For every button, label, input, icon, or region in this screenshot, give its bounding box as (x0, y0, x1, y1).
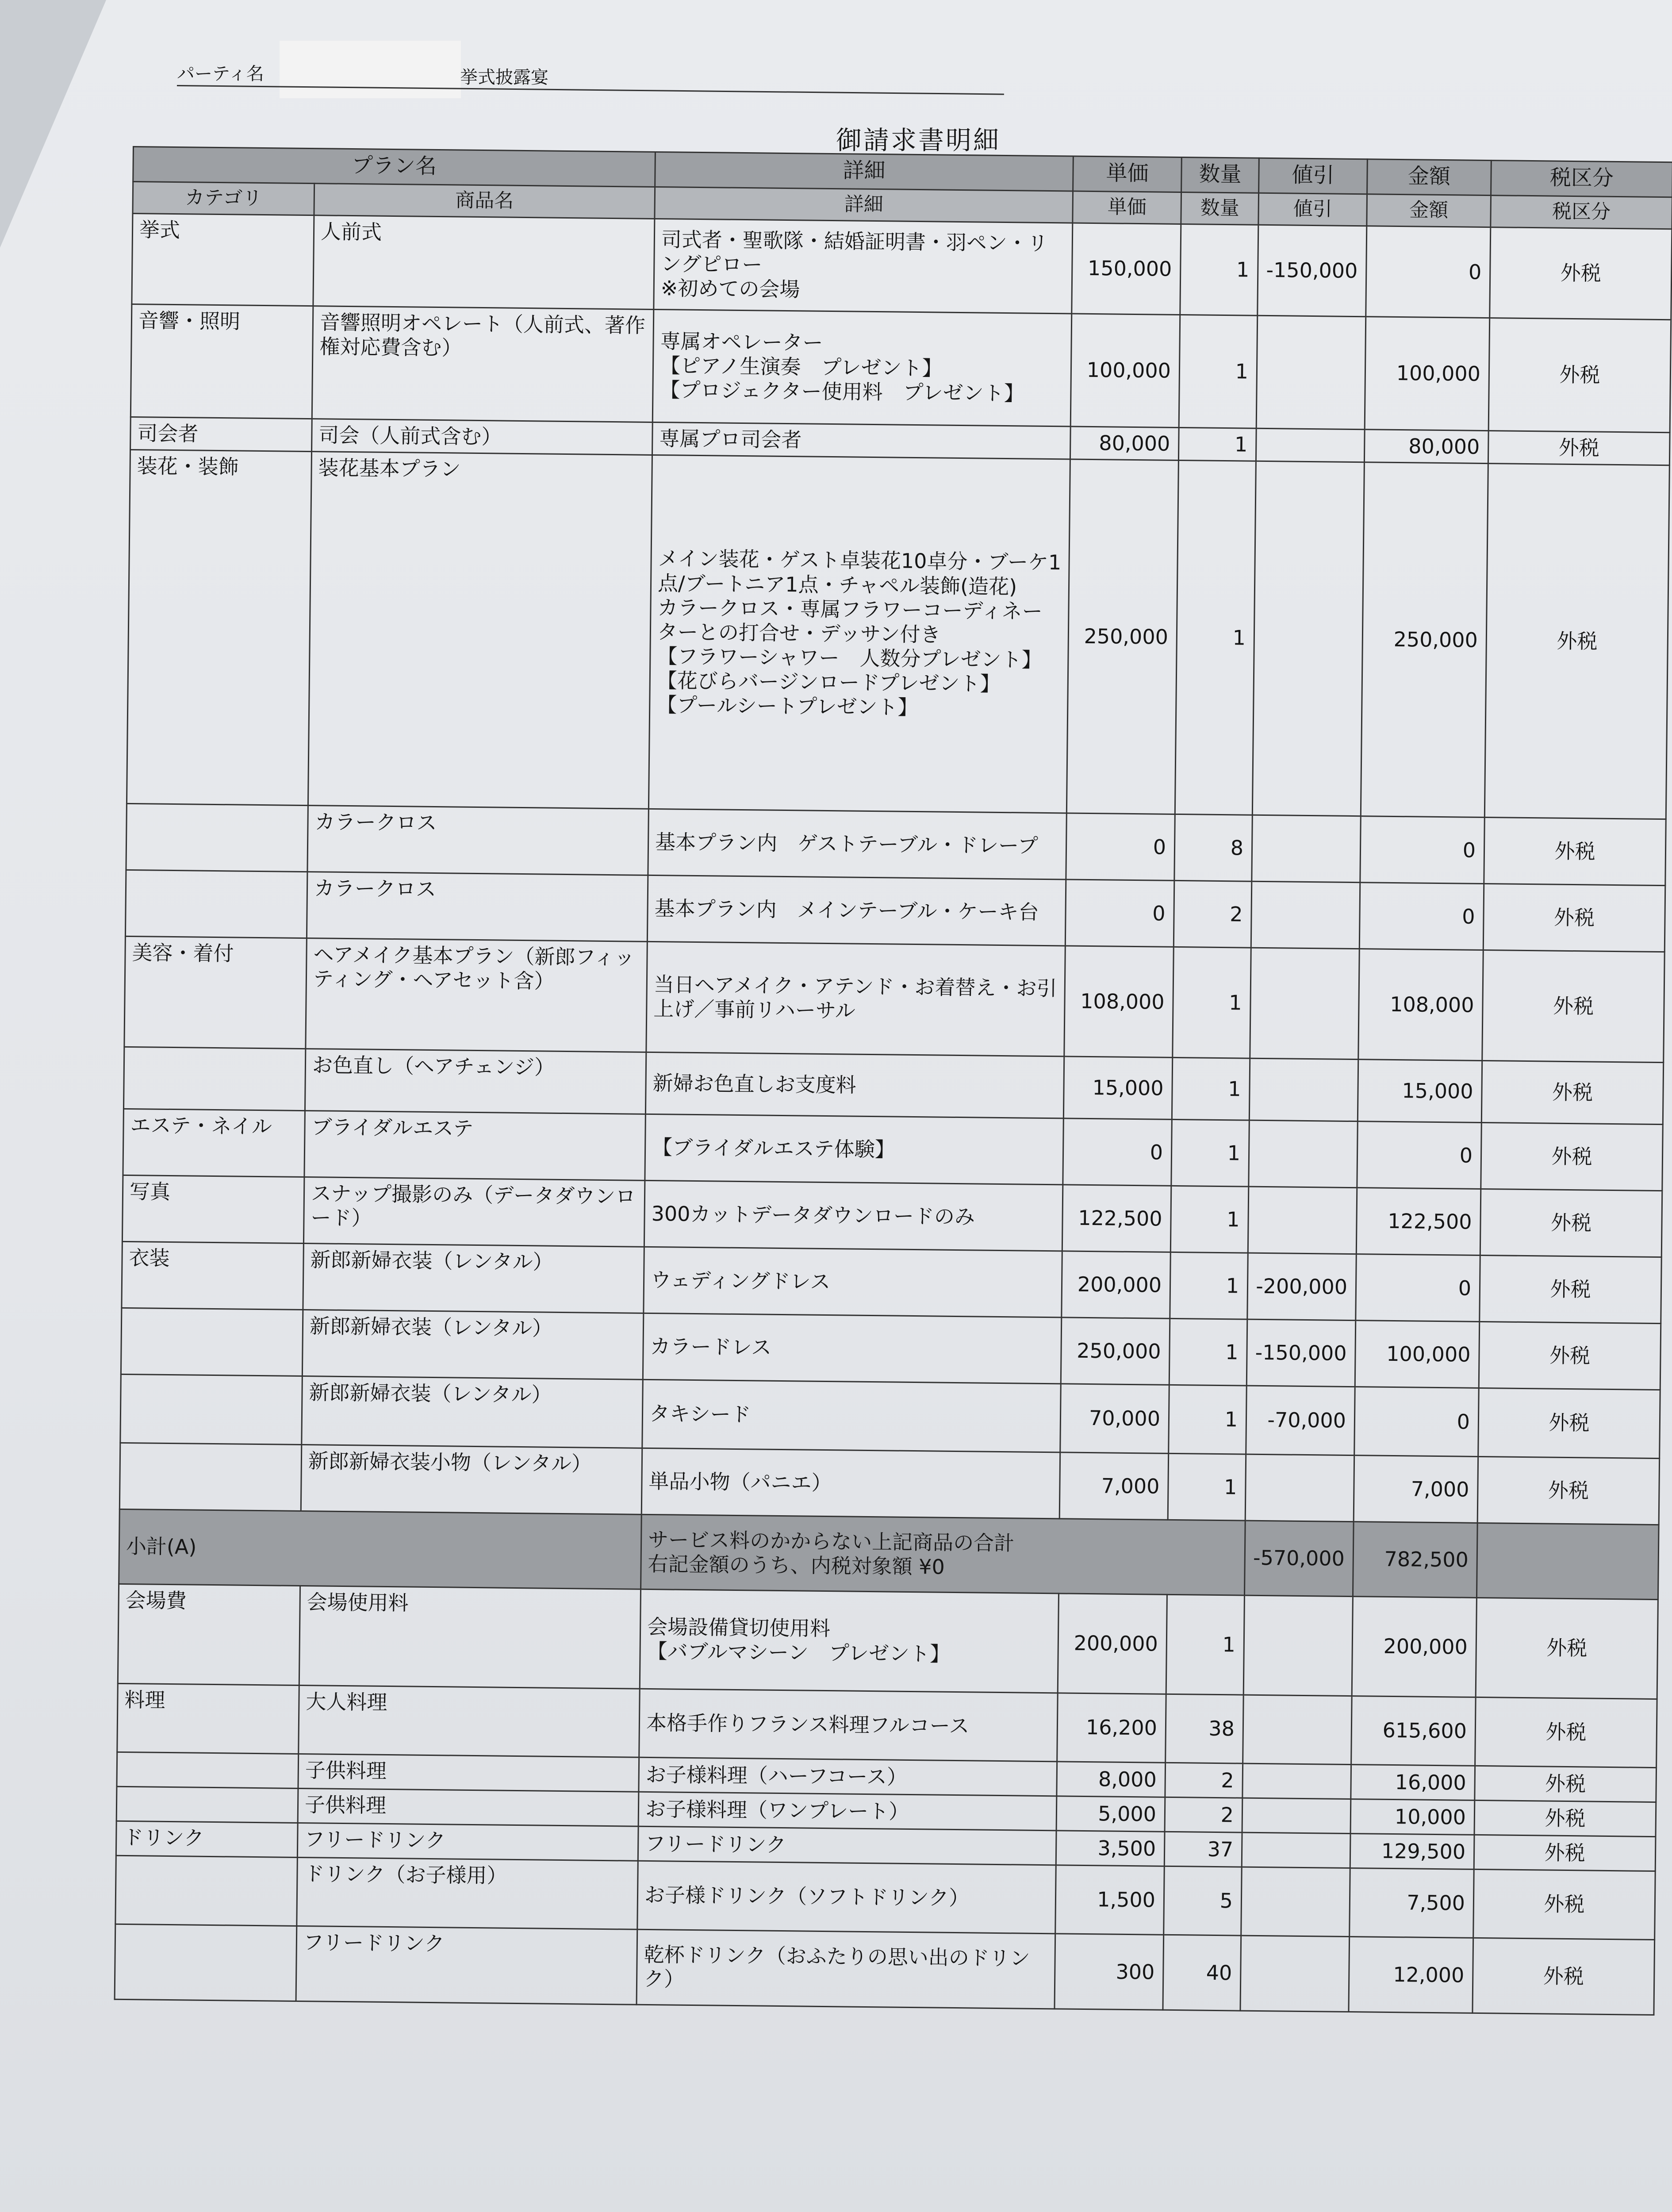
document-title: 御請求書明細 (836, 125, 1001, 155)
item-product: フリードリンク (296, 1926, 637, 2005)
item-discount: -150,000 (1246, 1319, 1356, 1386)
item-tax-type: 外税 (1475, 1697, 1657, 1767)
item-unit-price: 0 (1063, 1118, 1172, 1186)
item-detail: 基本プラン内 ゲストテーブル・ドレープ (648, 809, 1066, 879)
item-amount: 0 (1357, 1121, 1482, 1189)
item-quantity: 2 (1173, 880, 1252, 948)
item-discount (1256, 428, 1365, 462)
item-category: エステ・ネイル (123, 1109, 305, 1177)
item-unit-price: 7,000 (1059, 1452, 1169, 1520)
item-tax-type: 外税 (1480, 1255, 1661, 1323)
line-item-row (124, 936, 1664, 1062)
item-unit-price: 5,000 (1056, 1796, 1165, 1832)
item-tax-type: 外税 (1478, 1388, 1660, 1458)
item-product: 新郎新婦衣装（レンタル） (302, 1310, 643, 1380)
item-unit-price: 70,000 (1060, 1384, 1170, 1453)
item-unit-price: 8,000 (1057, 1762, 1166, 1797)
item-category (125, 870, 307, 938)
item-product: 子供料理 (298, 1788, 639, 1826)
item-tax-type: 外税 (1480, 1189, 1662, 1257)
header-discount: 値引 (1258, 193, 1367, 226)
item-amount: 10,000 (1350, 1799, 1475, 1835)
item-tax-type: 外税 (1490, 227, 1672, 319)
item-discount (1245, 1454, 1354, 1521)
item-unit-price: 16,200 (1057, 1693, 1166, 1763)
item-quantity: 1 (1173, 947, 1251, 1058)
item-product: お色直し（ヘアチェンジ） (305, 1049, 646, 1114)
item-detail: 新婦お色直しお支度料 (645, 1052, 1064, 1118)
item-product: 装花基本プラン (308, 452, 652, 809)
item-quantity: 8 (1174, 814, 1253, 881)
item-unit-price: 200,000 (1058, 1594, 1167, 1694)
header-plan: プラン名 (133, 147, 656, 187)
item-discount (1256, 315, 1366, 429)
item-tax-type: 外税 (1484, 818, 1666, 886)
item-detail: タキシード (642, 1379, 1061, 1452)
item-quantity: 1 (1170, 1252, 1248, 1319)
item-category (115, 1855, 298, 1926)
item-tax-type: 外税 (1488, 318, 1671, 432)
header-tax: 税区分 (1491, 196, 1672, 229)
item-discount (1251, 881, 1360, 949)
item-detail: お子様料理（ワンプレート） (638, 1792, 1057, 1831)
header-detail-top: 詳細 (655, 152, 1074, 191)
item-detail: 本格手作りフランス料理フルコース (639, 1689, 1058, 1762)
header-product: 商品名 (314, 184, 655, 219)
item-category (116, 1786, 298, 1823)
item-category: ドリンク (116, 1821, 298, 1857)
item-detail: ウェディングドレス (644, 1247, 1062, 1317)
item-detail: 乾杯ドリンク（おふたりの思い出のドリンク） (637, 1929, 1055, 2009)
item-product: フリードリンク (297, 1823, 638, 1861)
line-item-row (127, 449, 1669, 819)
item-detail: 専属プロ司会者 (652, 422, 1071, 459)
item-amount: 122,500 (1356, 1188, 1481, 1256)
header-qty-top: 数量 (1181, 157, 1259, 193)
item-discount: -70,000 (1246, 1386, 1355, 1455)
plan-items-body (119, 213, 1672, 1525)
item-detail: 当日ヘアメイク・アテンド・お着替え・お引上げ／事前リハーサル (646, 941, 1065, 1056)
item-unit-price: 300 (1055, 1934, 1164, 2010)
item-quantity: 1 (1168, 1453, 1246, 1521)
item-tax-type: 外税 (1473, 1869, 1656, 1939)
party-name-label: パーティ名 (177, 64, 264, 84)
item-discount (1252, 461, 1364, 816)
item-unit-price: 250,000 (1061, 1317, 1170, 1385)
item-tax-type: 外税 (1484, 464, 1669, 819)
item-product: スナップ撮影のみ（データダウンロード） (303, 1177, 644, 1247)
line-item-row (130, 304, 1671, 432)
item-quantity: 40 (1163, 1935, 1241, 2011)
item-unit-price: 100,000 (1070, 314, 1180, 427)
item-unit-price: 108,000 (1064, 946, 1174, 1057)
item-product: ドリンク（お子様用） (297, 1857, 638, 1929)
item-amount: 80,000 (1364, 430, 1488, 464)
item-tax-type: 外税 (1481, 1060, 1663, 1124)
item-tax-type: 外税 (1483, 883, 1665, 952)
item-amount: 100,000 (1355, 1321, 1480, 1388)
item-product: ブライダルエステ (304, 1111, 645, 1181)
item-discount (1249, 1120, 1358, 1187)
item-amount: 0 (1356, 1254, 1480, 1322)
item-discount (1242, 1798, 1351, 1833)
item-unit-price: 3,500 (1056, 1831, 1165, 1866)
invoice-table-wrap (114, 146, 1672, 2016)
item-discount (1249, 1058, 1358, 1121)
item-detail: カラードレス (643, 1313, 1061, 1384)
item-detail: 【ブライダルエステ体験】 (645, 1114, 1063, 1185)
item-discount (1250, 948, 1360, 1059)
item-category: 装花・装飾 (127, 449, 311, 805)
item-amount: 16,000 (1351, 1765, 1475, 1801)
item-quantity: 1 (1180, 224, 1258, 315)
item-tax-type: 外税 (1477, 1456, 1659, 1525)
item-detail: 会場設備貸切使用料 【バブルマシーン プレゼント】 (640, 1589, 1058, 1693)
item-product: 新郎新婦衣装（レンタル） (303, 1244, 644, 1313)
item-product: 子供料理 (298, 1754, 639, 1792)
item-detail: 司式者・聖歌隊・結婚証明書・羽ペン・リングピロー ※初めての会場 (654, 219, 1073, 314)
item-quantity: 1 (1179, 315, 1258, 428)
item-tax-type: 外税 (1488, 430, 1670, 465)
item-category: 写真 (122, 1175, 304, 1243)
item-product: ヘアメイク基本プラン（新郎フィッティング・ヘアセット含） (306, 938, 648, 1052)
item-detail: 単品小物（パニエ） (641, 1448, 1060, 1519)
item-category: 美容・着付 (124, 936, 307, 1048)
invoice-table (114, 146, 1672, 2016)
item-detail: お子様料理（ハーフコース） (639, 1757, 1057, 1796)
item-quantity: 1 (1166, 1594, 1244, 1695)
header-category: カテゴリ (133, 182, 314, 215)
item-discount (1242, 1832, 1350, 1868)
item-product: 大人料理 (299, 1685, 640, 1757)
item-tax-type: 外税 (1473, 1938, 1655, 2015)
item-unit-price: 0 (1065, 879, 1174, 947)
item-quantity: 1 (1169, 1385, 1247, 1454)
item-amount: 15,000 (1358, 1060, 1482, 1123)
item-discount (1252, 815, 1361, 882)
item-amount: 250,000 (1361, 462, 1488, 818)
item-amount: 7,000 (1354, 1455, 1478, 1523)
item-quantity: 1 (1172, 1057, 1250, 1120)
item-amount: 129,500 (1350, 1834, 1474, 1870)
item-category: 司会者 (130, 417, 312, 451)
item-quantity: 2 (1165, 1763, 1243, 1798)
item-amount: 0 (1359, 883, 1484, 950)
item-unit-price: 0 (1066, 813, 1175, 880)
item-unit-price: 122,500 (1062, 1185, 1171, 1252)
item-tax-type: 外税 (1474, 1835, 1656, 1871)
item-category (119, 1443, 301, 1511)
item-discount: -200,000 (1247, 1253, 1357, 1320)
item-quantity: 2 (1165, 1797, 1242, 1832)
item-detail: 基本プラン内 メインテーブル・ケーキ台 (647, 875, 1066, 946)
item-amount: 108,000 (1358, 949, 1484, 1061)
item-amount: 100,000 (1365, 317, 1490, 431)
item-product: カラークロス (307, 806, 648, 876)
item-category: 衣装 (122, 1241, 303, 1310)
header-qty: 数量 (1181, 192, 1259, 225)
item-quantity: 38 (1166, 1694, 1244, 1763)
item-quantity: 1 (1175, 460, 1256, 815)
redacted-party-name (280, 41, 461, 98)
item-discount (1243, 1595, 1353, 1696)
line-item-row (115, 1924, 1655, 2015)
subtotal-label: 小計(A) (119, 1509, 642, 1589)
item-category: 挙式 (132, 213, 314, 306)
venue-items-body (115, 1584, 1658, 2015)
header-amount: 金額 (1367, 194, 1491, 227)
item-quantity: 1 (1169, 1318, 1247, 1386)
header-unit: 単価 (1073, 191, 1181, 224)
item-unit-price: 80,000 (1070, 426, 1179, 461)
header-detail: 詳細 (655, 187, 1073, 223)
header-discount-top: 値引 (1259, 158, 1368, 194)
item-amount: 7,500 (1350, 1868, 1474, 1938)
item-quantity: 5 (1164, 1866, 1242, 1936)
item-tax-type: 外税 (1481, 1122, 1663, 1190)
item-discount (1241, 1867, 1350, 1936)
item-category (115, 1924, 297, 2001)
item-category (121, 1308, 303, 1376)
subtotal-tax-cell (1476, 1523, 1659, 1599)
item-amount: 12,000 (1349, 1937, 1473, 2013)
item-unit-price: 15,000 (1063, 1056, 1172, 1119)
header-unit-top: 単価 (1073, 156, 1182, 192)
item-unit-price: 1,500 (1055, 1865, 1165, 1935)
item-amount: 200,000 (1352, 1597, 1476, 1697)
item-product: 人前式 (313, 215, 655, 309)
item-discount (1242, 1763, 1351, 1799)
item-detail: お子様ドリンク（ソフトドリンク） (637, 1861, 1056, 1934)
item-category: 会場費 (118, 1584, 300, 1685)
item-product: カラークロス (307, 872, 648, 942)
header-tax-top: 税区分 (1491, 161, 1672, 197)
item-amount: 0 (1360, 816, 1485, 884)
item-category (117, 1752, 299, 1788)
item-tax-type: 外税 (1476, 1598, 1658, 1699)
item-category: 音響・照明 (130, 304, 313, 419)
item-product: 音響照明オペレート（人前式、著作権対応費含む） (312, 306, 654, 422)
item-detail: メイン装花・ゲスト卓装花10卓分・ブーケ1点/ブートニア1点・チャペル装飾(造花) カラークロス・専属フラワーコーディネーターとの打合せ・デッサン付き 【フラワーシャワー 人数分プレゼント】 【花びらバージンロードプレゼント】 【プールシートプレゼント】 (648, 455, 1070, 813)
subtotal-amount: 782,500 (1353, 1522, 1477, 1598)
item-discount: -150,000 (1258, 225, 1367, 316)
item-tax-type: 外税 (1479, 1321, 1660, 1390)
item-tax-type: 外税 (1474, 1800, 1656, 1836)
item-discount (1243, 1695, 1352, 1764)
item-product: 新郎新婦衣装（レンタル） (302, 1376, 643, 1448)
item-category (126, 803, 308, 872)
item-unit-price: 150,000 (1072, 223, 1181, 315)
item-quantity: 1 (1171, 1119, 1250, 1187)
item-detail: 300カットデータダウンロードのみ (644, 1180, 1062, 1251)
ceremony-type: 挙式披露宴 (460, 67, 548, 88)
item-detail: 専属オペレーター 【ピアノ生演奏 プレゼント】 【プロジェクター使用料 プレゼント】 (652, 309, 1072, 426)
item-quantity: 1 (1178, 427, 1256, 461)
item-discount (1248, 1187, 1357, 1254)
item-category (120, 1374, 303, 1444)
item-amount: 0 (1354, 1387, 1479, 1457)
item-amount: 615,600 (1351, 1696, 1476, 1766)
item-product: 司会（人前式含む） (312, 419, 653, 455)
item-category: 料理 (117, 1683, 299, 1754)
paper-shadow (0, 0, 106, 248)
item-quantity: 37 (1164, 1832, 1242, 1867)
item-product: 新郎新婦衣装小物（レンタル） (301, 1444, 642, 1514)
subtotal-discount: -570,000 (1244, 1521, 1354, 1596)
item-tax-type: 外税 (1482, 950, 1665, 1062)
item-tax-type: 外税 (1475, 1766, 1657, 1802)
item-unit-price: 200,000 (1062, 1251, 1171, 1318)
subtotal-note: サービス料のかからない上記商品の合計 右記金額のうち、内税対象額 ¥0 (641, 1514, 1246, 1595)
item-unit-price: 250,000 (1066, 459, 1178, 814)
header-amount-top: 金額 (1367, 159, 1492, 196)
line-item-row (118, 1584, 1658, 1699)
item-quantity: 1 (1170, 1186, 1249, 1253)
item-detail: フリードリンク (638, 1826, 1056, 1865)
item-product: 会場使用料 (299, 1586, 640, 1689)
item-discount (1240, 1936, 1350, 2012)
item-category (123, 1047, 305, 1110)
line-item-row (132, 213, 1672, 319)
item-amount: 0 (1366, 226, 1491, 318)
